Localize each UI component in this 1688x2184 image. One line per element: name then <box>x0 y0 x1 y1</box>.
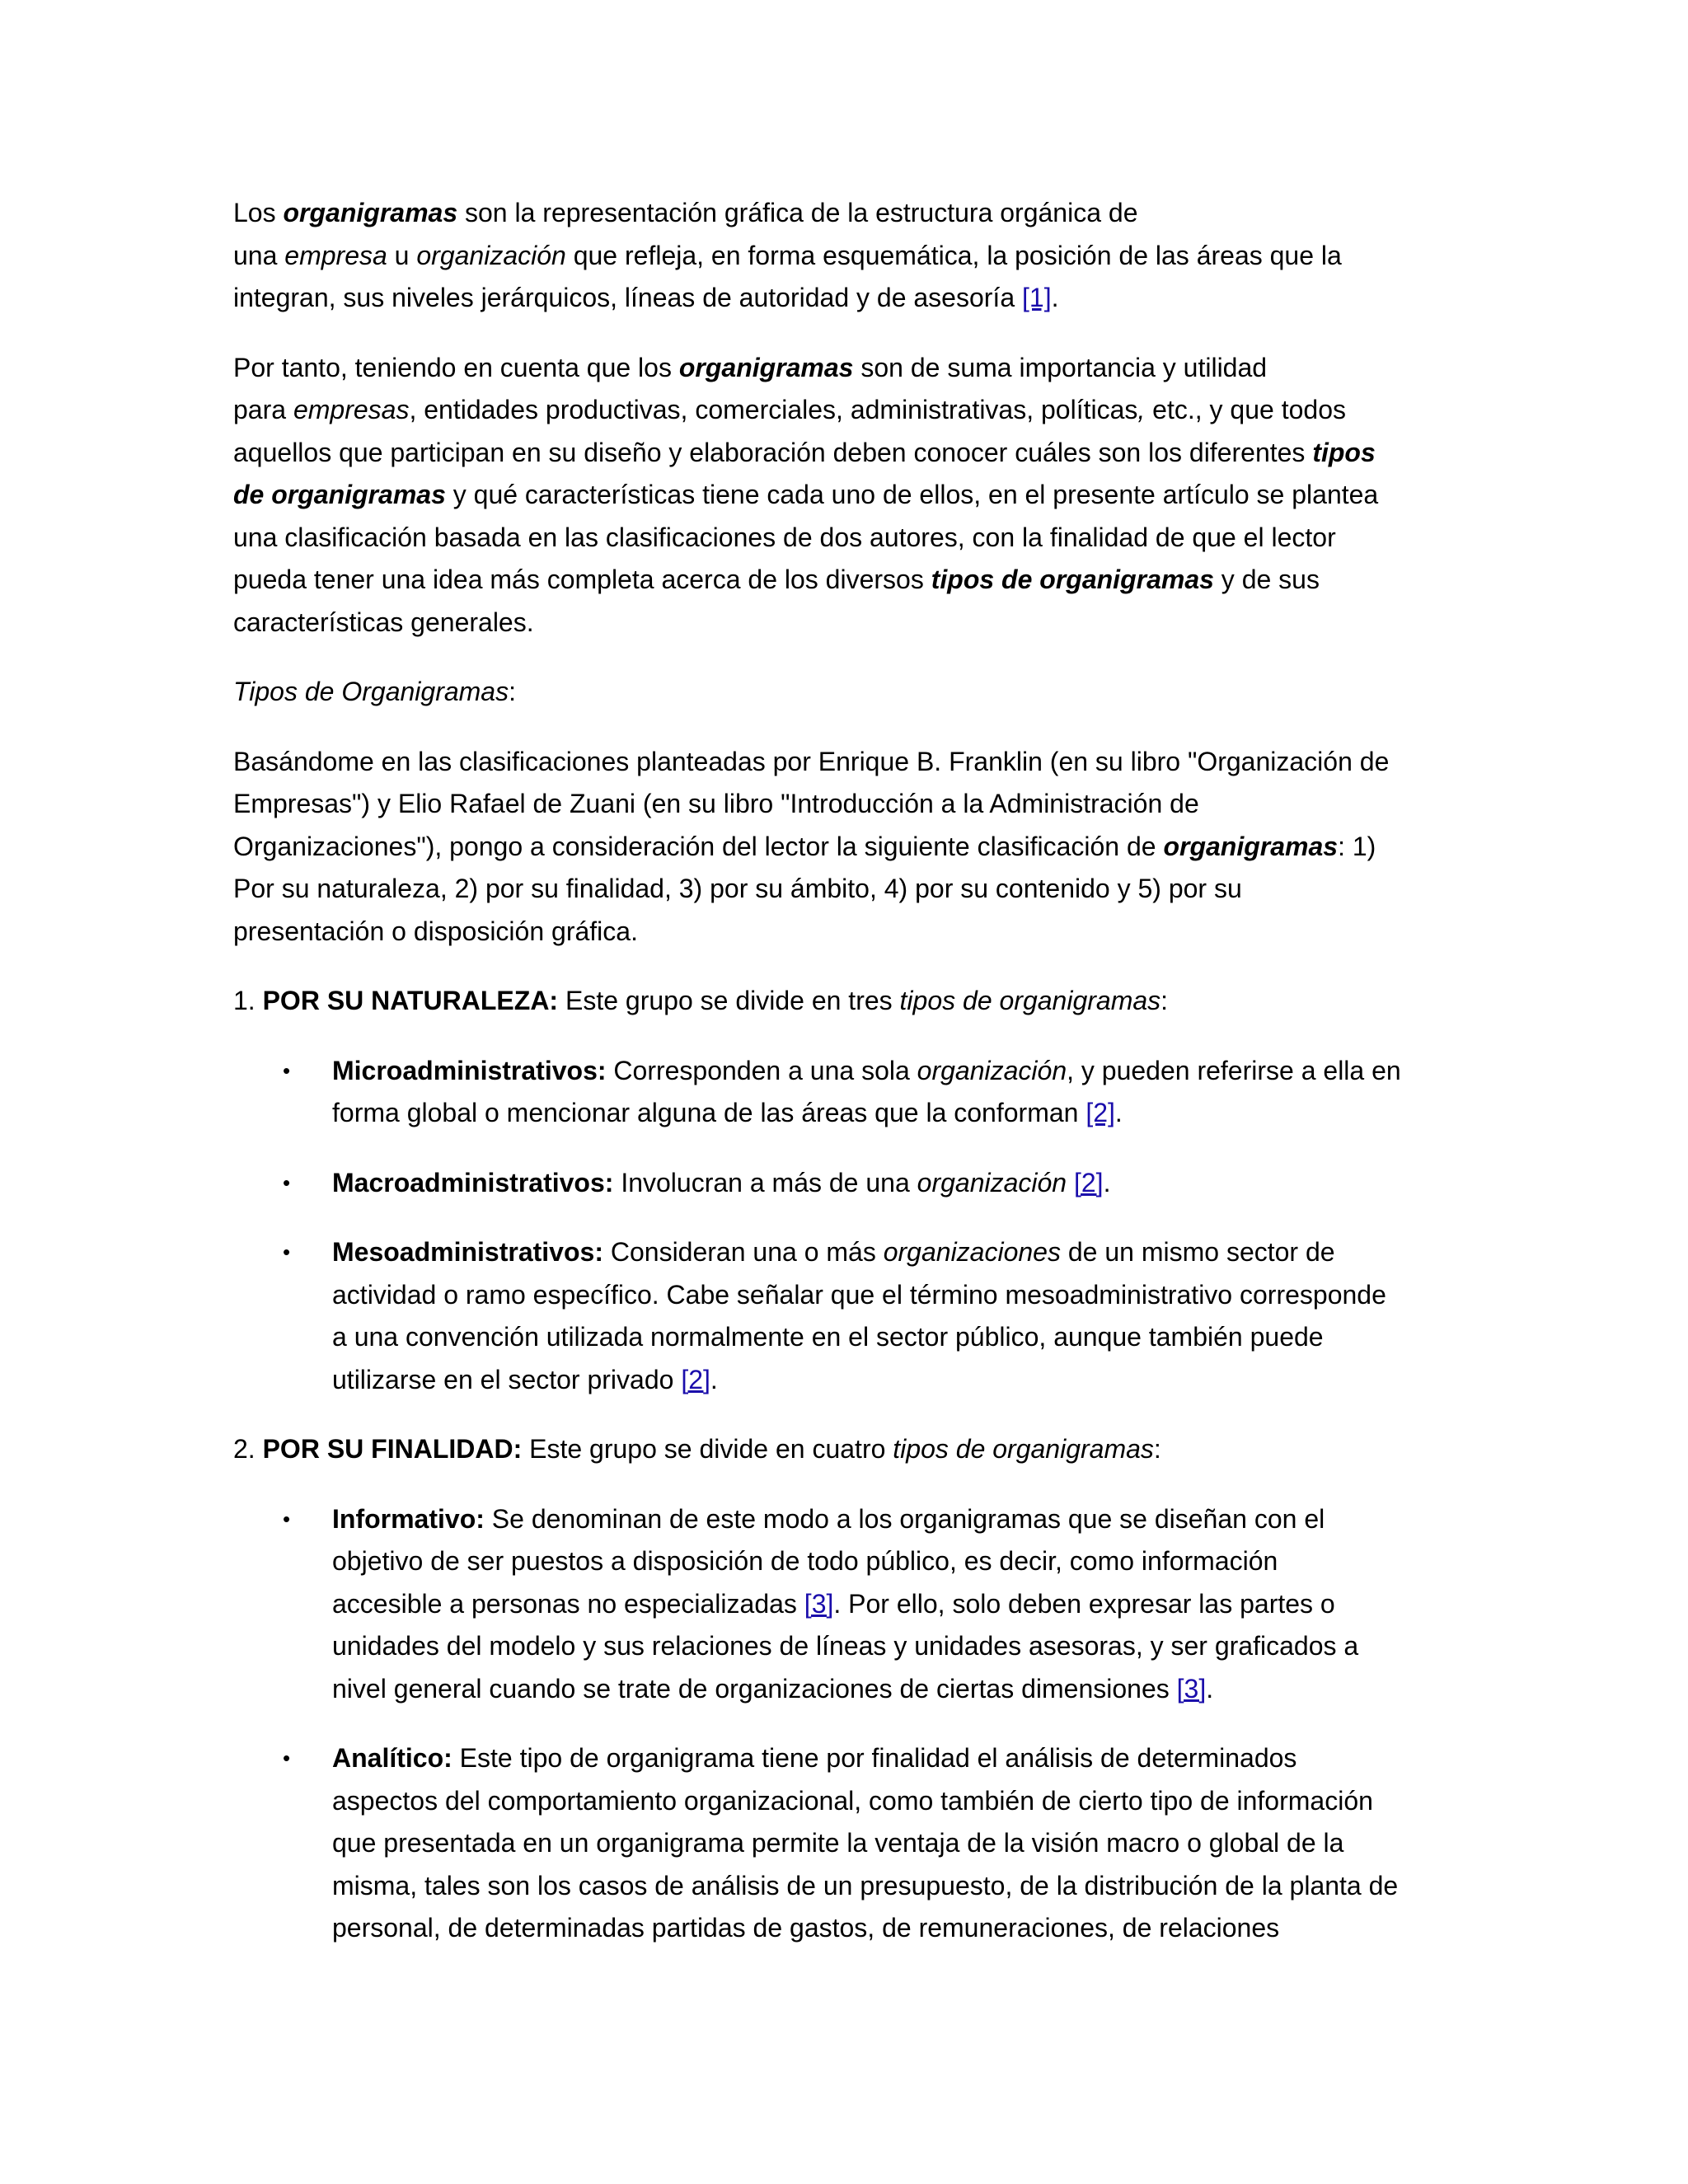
term-empresa: empresa <box>284 240 387 270</box>
text-line <box>233 474 1453 517</box>
text-run: aspectos del comportamiento organizacional, como también de cierto tipo de información <box>332 1785 1373 1816</box>
text-run: Basándome en las clasificaciones planteadas por Enrique B. Franklin (en su libro "Organización de <box>233 746 1390 776</box>
text-run: Este grupo se divide en cuatro <box>522 1434 893 1464</box>
item-term: Informativo: <box>332 1503 485 1534</box>
text-run: : <box>1153 1434 1161 1464</box>
text-line <box>332 1907 1453 1950</box>
text-line <box>233 783 1453 826</box>
text-line <box>233 235 1453 278</box>
text-run: actividad o ramo específico. Cabe señalar que el término mesoadministrativo corresponde <box>332 1279 1386 1310</box>
text-line <box>332 1316 1453 1359</box>
classification-paragraph <box>233 741 1453 954</box>
list-item-macroadministrativos <box>233 1162 1453 1205</box>
text-run: , entidades productivas, comerciales, administrativas, políticas <box>409 395 1138 424</box>
list-item-mesoadministrativos <box>233 1231 1453 1401</box>
text-run: misma, tales son los casos de análisis de un presupuesto, de la distribución de la planta de <box>332 1870 1399 1900</box>
term-empresas: empresas <box>293 395 410 424</box>
reference-link-3[interactable]: [3] <box>804 1588 834 1619</box>
item-term: Mesoadministrativos: <box>332 1237 603 1267</box>
list-item-microadministrativos <box>233 1050 1453 1135</box>
text-line <box>332 1092 1453 1135</box>
text-run: son la representación gráfica de la estructura orgánica de <box>457 198 1138 227</box>
section-number: 2. <box>233 1434 263 1464</box>
text-run: que presentada en un organigrama permite la ventaja de la visión macro o global de la <box>332 1828 1344 1858</box>
text-run: Por su naturaleza, 2) por su finalidad, 3) por su ámbito, 4) por su contenido y 5) por su <box>233 874 1242 903</box>
text-line <box>332 1231 1453 1274</box>
text-line <box>332 1583 1453 1626</box>
text-line <box>332 1865 1453 1908</box>
term-tipos-de-organigramas: tipos de organigramas <box>893 1434 1154 1464</box>
text-line <box>233 277 1453 320</box>
text-run: para <box>233 395 293 424</box>
text-run: . <box>1114 1098 1123 1127</box>
text-line <box>332 1162 1453 1205</box>
article-body <box>233 192 1453 1977</box>
item-term: Analítico: <box>332 1743 452 1773</box>
term-tipos: tipos <box>1312 437 1376 467</box>
text-run: características generales. <box>233 607 534 637</box>
text-line <box>233 741 1453 784</box>
term-organizaciones: organizaciones <box>883 1237 1061 1267</box>
list-item-informativo <box>233 1498 1453 1711</box>
text-run: . <box>1206 1673 1214 1704</box>
section-title: POR SU FINALIDAD: <box>262 1434 523 1464</box>
text-run: : <box>509 677 516 706</box>
text-line <box>332 1822 1453 1865</box>
text-line <box>233 671 1453 714</box>
text-run: , y pueden referirse a ella en <box>1067 1055 1401 1085</box>
text-line <box>233 911 1453 954</box>
text-run: etc., y que todos <box>1145 395 1346 424</box>
reference-link-2[interactable]: [2] <box>681 1364 710 1394</box>
text-line <box>233 602 1453 644</box>
list-item-analitico <box>233 1737 1453 1950</box>
item-term: Macroadministrativos: <box>332 1167 614 1197</box>
finalidad-list <box>233 1498 1453 1950</box>
text-run: . <box>710 1364 718 1394</box>
text-line <box>233 347 1453 390</box>
text-run: : <box>1160 986 1169 1015</box>
text-run: de un mismo sector de <box>1060 1237 1335 1267</box>
intro-paragraph <box>233 192 1453 320</box>
bullet-icon: • <box>283 1169 291 1195</box>
subtitle-tipos-de-organigramas: Tipos de Organigramas <box>233 677 509 706</box>
text-run: . <box>1103 1167 1111 1197</box>
text-line <box>332 1274 1453 1317</box>
text-line <box>233 559 1453 602</box>
text-line <box>332 1359 1453 1402</box>
term-organizacion: organización <box>416 240 566 270</box>
text-run: Se denominan de este modo a los organigramas que se diseñan con el <box>484 1503 1325 1534</box>
text-run: : 1) <box>1338 831 1376 861</box>
text-run: que refleja, en forma esquemática, la posición de las áreas que la <box>565 240 1342 270</box>
text-line <box>332 1540 1453 1583</box>
reference-link-2[interactable]: [2] <box>1085 1098 1115 1127</box>
text-line <box>332 1737 1453 1780</box>
text-run: . Por ello, solo deben expresar las partes o <box>833 1588 1335 1619</box>
section-heading-naturaleza <box>233 980 1453 1023</box>
text-line <box>332 1780 1453 1823</box>
text-line <box>233 1428 1453 1471</box>
text-run: accesible a personas no especializadas <box>332 1588 804 1619</box>
section-heading-finalidad <box>233 1428 1453 1471</box>
text-run: integran, sus niveles jerárquicos, líneas de autoridad y de asesoría <box>233 283 1022 312</box>
text-run: una clasificación basada en las clasificaciones de dos autores, con la finalidad de que el lector <box>233 522 1336 552</box>
text-run: a una convención utilizada normalmente en el sector público, aunque también puede <box>332 1322 1324 1352</box>
text-run: nivel general cuando se trate de organizaciones de ciertas dimensiones <box>332 1673 1177 1704</box>
term-organigramas: organigramas <box>1163 831 1339 861</box>
term-organigramas: organigramas <box>678 352 854 382</box>
term-organizacion: organización <box>917 1167 1067 1197</box>
context-paragraph <box>233 347 1453 644</box>
text-run: u <box>387 240 417 270</box>
text-run: pueda tener una idea más completa acerca de los diversos <box>233 565 931 594</box>
text-line <box>332 1668 1453 1711</box>
section-number: 1. <box>233 986 263 1015</box>
term-de-organigramas: de organigramas <box>233 480 446 509</box>
term-organigramas: organigramas <box>283 198 458 227</box>
section-intro-title <box>233 671 1453 714</box>
section-title: POR SU NATURALEZA: <box>262 986 559 1015</box>
term-organizacion: organización <box>917 1055 1067 1085</box>
text-run: Los <box>233 198 284 227</box>
text-line <box>233 826 1453 869</box>
bullet-icon: • <box>283 1057 291 1083</box>
text-run: Este grupo se divide en tres <box>558 986 900 1015</box>
text-run: forma global o mencionar alguna de las áreas que la conforman <box>332 1098 1086 1127</box>
text-run: una <box>233 240 285 270</box>
bullet-icon: • <box>283 1746 291 1770</box>
text-line <box>233 517 1453 560</box>
text-run: personal, de determinadas partidas de gastos, de remuneraciones, de relaciones <box>332 1913 1280 1943</box>
bullet-icon: • <box>283 1506 291 1531</box>
text-run: y qué características tiene cada uno de ellos, en el presente artículo se plantea <box>445 480 1379 509</box>
text-run: son de suma importancia y utilidad <box>853 352 1268 382</box>
text-run: Corresponden a una sola <box>606 1055 917 1085</box>
text-line <box>233 432 1453 475</box>
text-run: Este tipo de organigrama tiene por finalidad el análisis de determinados <box>452 1743 1297 1773</box>
text-line <box>332 1498 1453 1541</box>
text-run: Por tanto, teniendo en cuenta que los <box>233 352 679 382</box>
term-tipos-de-organigramas: tipos de organigramas <box>899 986 1161 1015</box>
reference-link-2[interactable]: [2] <box>1073 1167 1104 1197</box>
bullet-icon: • <box>283 1240 291 1264</box>
text-run: utilizarse en el sector privado <box>332 1364 682 1394</box>
text-line <box>332 1625 1453 1668</box>
text-run: Organizaciones"), pongo a consideración del lector la siguiente clasificación de <box>233 831 1164 861</box>
term-tipos-de-organigramas: tipos de organigramas <box>931 565 1214 594</box>
text-line <box>233 868 1453 911</box>
text-run: objetivo de ser puestos a disposición de todo público, es decir, como información <box>332 1546 1278 1576</box>
text-run: Empresas") y Elio Rafael de Zuani (en su libro "Introducción a la Administración de <box>233 789 1199 818</box>
text-run: aquellos que participan en su diseño y elaboración deben conocer cuáles son los diferentes <box>233 437 1313 467</box>
reference-link-1[interactable]: [1] <box>1022 283 1052 312</box>
text-run: . <box>1051 283 1059 312</box>
naturaleza-list <box>233 1050 1453 1402</box>
text-run: unidades del modelo y sus relaciones de líneas y unidades asesoras, y ser graficados a <box>332 1631 1359 1661</box>
text-run: presentación o disposición gráfica. <box>233 916 638 946</box>
text-line <box>233 192 1453 235</box>
text-run <box>1067 1168 1074 1197</box>
text-line <box>233 389 1453 432</box>
text-run: Involucran a más de una <box>613 1167 917 1197</box>
text-line <box>233 980 1453 1023</box>
text-run: Consideran una o más <box>603 1237 884 1267</box>
text-line <box>332 1050 1453 1093</box>
reference-link-3[interactable]: [3] <box>1176 1673 1207 1704</box>
text-run: , <box>1137 395 1146 424</box>
text-run: y de sus <box>1213 565 1320 594</box>
item-term: Microadministrativos: <box>332 1055 607 1085</box>
